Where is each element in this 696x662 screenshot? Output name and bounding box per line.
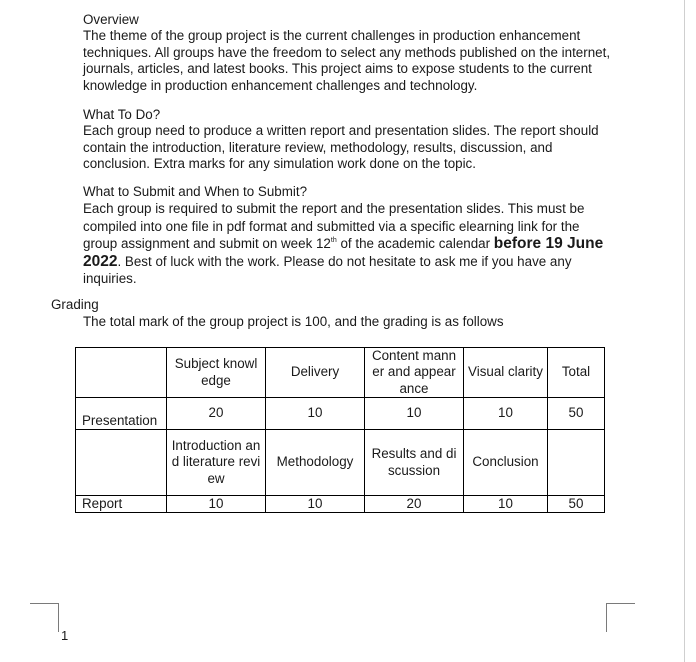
table-cell: 50 bbox=[548, 398, 605, 430]
submission-section bbox=[83, 183, 613, 288]
table-cell: Subject knowledge bbox=[167, 348, 266, 398]
table-cell bbox=[548, 430, 605, 496]
submission-body bbox=[83, 200, 613, 288]
table-row-report bbox=[76, 496, 605, 513]
table-header-row bbox=[76, 348, 605, 398]
table-cell: 20 bbox=[365, 496, 464, 513]
table-cell: Visual clarity bbox=[464, 348, 548, 398]
overview-body: The theme of the group project is the current challenges in production enhancement techniques. All groups have the freedom to select any methods published on the internet, journals, articles, and latest books. This project aims to expose students to the current knowledge in production enhancement challenges and technology. bbox=[83, 28, 611, 93]
table-cell: 10 bbox=[464, 398, 548, 430]
submission-body-end: . Best of luck with the work. Please do not hesitate to ask me if you have any inquiries. bbox=[83, 253, 572, 287]
page-right-edge bbox=[684, 0, 685, 662]
table-cell: Delivery bbox=[266, 348, 365, 398]
table-cell: 10 bbox=[266, 398, 365, 430]
table-cell: 20 bbox=[167, 398, 266, 430]
table-cell: 10 bbox=[365, 398, 464, 430]
what-to-do-heading: What To Do? bbox=[83, 107, 161, 122]
page-number: 1 bbox=[61, 628, 69, 643]
what-to-do-section bbox=[83, 106, 613, 173]
table-cell: Presentation bbox=[76, 398, 167, 430]
grading-intro: The total mark of the group project is 100, and the grading is as follows bbox=[83, 314, 504, 329]
crop-mark-right bbox=[606, 603, 635, 632]
table-cell: Report bbox=[76, 496, 167, 513]
table-cell: Introduction and literature review bbox=[167, 430, 266, 496]
what-to-do-body: Each group need to produce a written report and presentation slides. The report should contain the introduction, literature review, methodology, results, discussion, and conclusion. Extra marks for any simulation work done on the topic. bbox=[83, 123, 599, 172]
table-cell: 10 bbox=[464, 496, 548, 513]
submission-heading: What to Submit and When to Submit? bbox=[83, 184, 308, 199]
table-cell: 50 bbox=[548, 496, 605, 513]
deadline-text: before 19 June 2022 bbox=[83, 235, 604, 270]
submission-body-start: Each group is required to submit the report and the presentation slides. This must be compiled into one file in pdf format and submitted via a specific elearning link for the group assignment and submit on week 12 bbox=[83, 201, 585, 252]
table-row-presentation bbox=[76, 398, 605, 430]
table-cell: Methodology bbox=[266, 430, 365, 496]
table-cell: Total bbox=[548, 348, 605, 398]
overview-section bbox=[83, 11, 613, 94]
week-superscript: th bbox=[330, 237, 337, 245]
table-cell: 10 bbox=[167, 496, 266, 513]
table-cell bbox=[76, 430, 167, 496]
overview-heading: Overview bbox=[83, 12, 139, 27]
table-cell: Results and discussion bbox=[365, 430, 464, 496]
grading-table bbox=[75, 347, 605, 513]
table-cell: 10 bbox=[266, 496, 365, 513]
submission-body-mid: of the academic calendar bbox=[336, 236, 494, 252]
table-cell: Content manner and appearance bbox=[365, 348, 464, 398]
table-cell: Conclusion bbox=[464, 430, 548, 496]
crop-mark-left bbox=[30, 603, 59, 632]
table-report-header-row bbox=[76, 430, 605, 496]
grading-heading: Grading bbox=[51, 297, 99, 312]
table-cell bbox=[76, 348, 167, 398]
